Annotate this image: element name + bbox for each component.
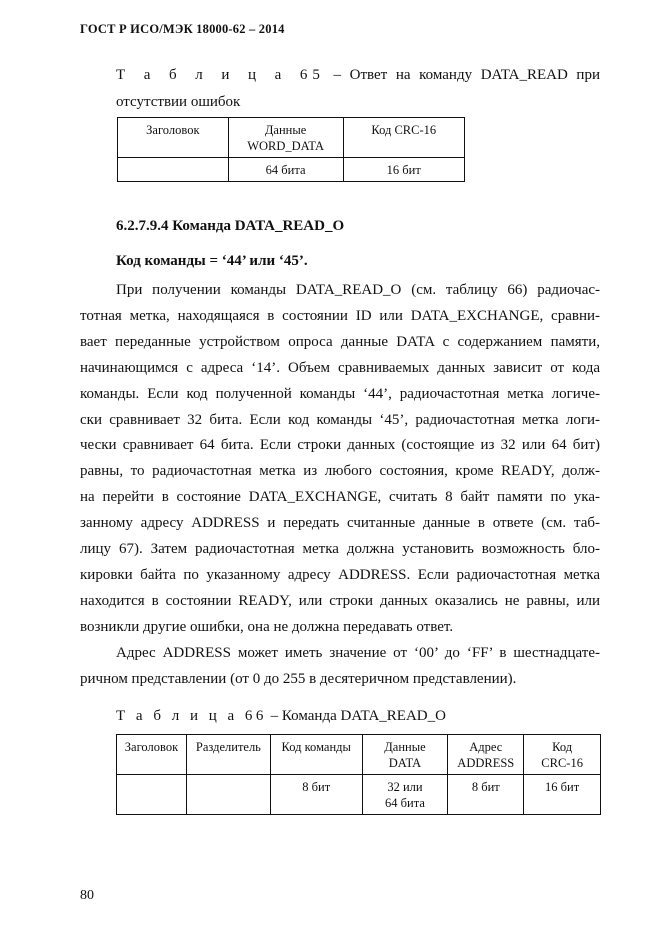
table-65-header-cell <box>118 118 229 158</box>
table-66-cell: 32 или 64 бита <box>362 775 448 815</box>
paragraph-2 <box>80 641 600 693</box>
table-65-caption-text: – Ответ на команду DATA_READ при отсутствии ошибок <box>116 67 600 110</box>
table-66-cell: 8 бит <box>270 775 362 815</box>
table-66-header-cell: Заголовок <box>117 735 187 775</box>
table-66-caption <box>116 708 446 725</box>
table-65-caption-prefix: Т а б л и ц а 65 <box>116 67 325 83</box>
paragraph-1 <box>80 278 600 641</box>
command-code-line: Код команды = ‘44’ или ‘45’. <box>116 253 308 269</box>
table-66-data-row <box>117 775 601 815</box>
table-66-header-cell: Адрес ADDRESS <box>448 735 524 775</box>
table-65-cell: 64 бита <box>228 158 343 182</box>
text-line: лицу 67). Затем радиочастотная метка должна установить возможность бло- <box>80 541 600 558</box>
text-line: вает переданные устройством опроса данные DATA с содержанием памяти, <box>80 333 600 350</box>
table-66 <box>116 734 601 815</box>
document-header: ГОСТ Р ИСО/МЭК 18000-62 – 2014 <box>80 22 285 36</box>
table-65-header: Данные WORD_DATA <box>247 123 324 153</box>
table-65-header-row <box>118 118 465 158</box>
text-line: кировки байта по указанному адресу ADDRESS. Если радиочастотная метка <box>80 566 600 583</box>
page-number: 80 <box>80 888 94 903</box>
text-line: начинающимся с адреса ‘14’. Объем сравниваемых данных зависит от кода <box>80 359 600 376</box>
body-text <box>80 278 600 693</box>
text-line: равны, то радиочастотная метка из любого состояния, кроме READY, долж- <box>80 463 600 480</box>
text-line: ричном представлении (от 0 до 255 в десятеричном представлении). <box>80 670 517 687</box>
table-65-cell <box>118 158 229 182</box>
table-66-caption-text: – Команда DATA_READ_O <box>266 708 446 724</box>
table-66-header-cell: Данные DATA <box>362 735 448 775</box>
text-line: находится в состоянии READY, или строки данных оказались не равны, или <box>80 592 600 609</box>
text-line: Адрес ADDRESS может иметь значение от ‘00’ до ‘FF’ в шестнадцате- <box>116 644 600 661</box>
table-66-header-row <box>117 735 601 775</box>
table-65-data-row <box>118 158 465 182</box>
table-66-header-cell: Код CRC-16 <box>524 735 601 775</box>
section-heading: 6.2.7.9.4 Команда DATA_READ_O <box>116 218 345 234</box>
table-66-cell: 16 бит <box>524 775 601 815</box>
text-line: ски сравнивает 32 бита. Если код команды ‘45’, радиочастотная метка логи- <box>80 411 600 428</box>
table-65-header: Код CRC-16 <box>371 123 437 137</box>
table-66-caption-prefix: Т а б л и ц а 66 <box>116 708 267 724</box>
text-line: При получении команды DATA_READ_O (см. таблицу 66) радиочас- <box>116 282 600 298</box>
table-65 <box>117 117 465 182</box>
text-line: чески сравнивает 64 бита. Если строки данных (состоящие из 32 или 64 бит) <box>80 437 600 454</box>
table-66-header-cell: Разделитель <box>186 735 270 775</box>
table-66-cell <box>117 775 187 815</box>
table-66-cell: 8 бит <box>448 775 524 815</box>
text-line: занному адресу ADDRESS и передать считанные данные в ответе (см. таб- <box>80 515 600 532</box>
text-line: тотная метка, находящаяся в состоянии ID или DATA_EXCHANGE, сравни- <box>80 307 600 324</box>
table-65-header: Заголовок <box>146 123 200 137</box>
text-line: на перейти в состояние DATA_EXCHANGE, считать 8 байт памяти по ука- <box>80 489 600 506</box>
text-line: команды. Если код полученной команды ‘44’, радиочастотная метка логиче- <box>80 385 600 402</box>
table-65-header-cell <box>343 118 465 158</box>
table-65-cell: 16 бит <box>343 158 465 182</box>
text-line: возникли другие ошибки, она не должна передавать ответ. <box>80 618 454 635</box>
table-66-cell <box>186 775 270 815</box>
table-65-caption <box>116 62 600 116</box>
table-66-header-cell: Код команды <box>270 735 362 775</box>
table-65-header-cell <box>228 118 343 158</box>
